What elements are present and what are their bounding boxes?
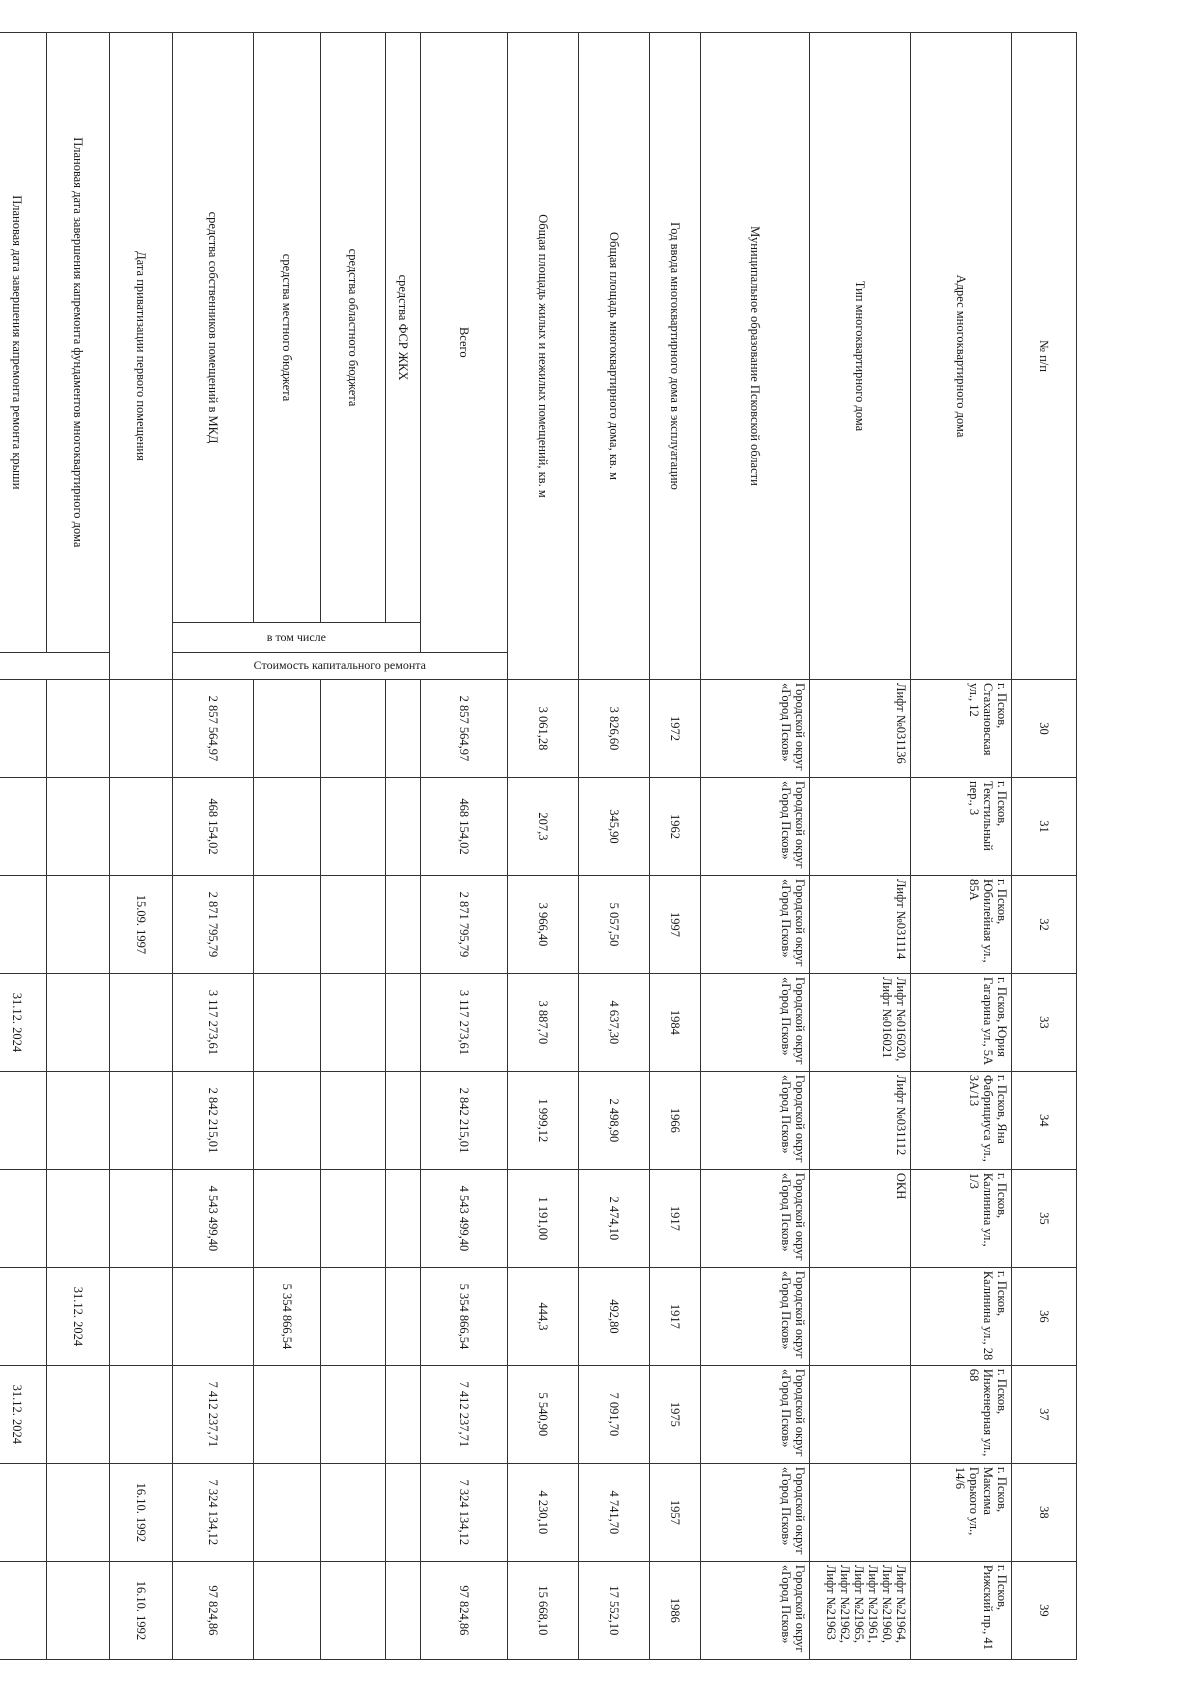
cell-address-37: г. Псков, Инженерная ул., 68 xyxy=(911,1365,1012,1463)
cell-fsr-36 xyxy=(386,1267,421,1365)
cell-total-33: 3 117 273,61 xyxy=(421,973,508,1071)
cell-total-37: 7 412 237,71 xyxy=(421,1365,508,1463)
row-municipality xyxy=(701,33,810,1660)
cell-privatization-34 xyxy=(110,1071,173,1169)
cell-area-premises-31: 207,3 xyxy=(508,777,579,875)
header-owners: средства собственников помещений в МКД xyxy=(173,33,254,623)
cell-local-35 xyxy=(254,1169,321,1267)
row-year xyxy=(650,33,701,1660)
cell-year-35: 1917 xyxy=(650,1169,701,1267)
cell-local-36: 5 354 866,54 xyxy=(254,1267,321,1365)
row-foundation xyxy=(47,33,110,1660)
cell-type-37 xyxy=(810,1365,911,1463)
cell-area-total-31: 345,90 xyxy=(579,777,650,875)
cell-type-38 xyxy=(810,1463,911,1561)
cell-fsr-35 xyxy=(386,1169,421,1267)
cell-local-34 xyxy=(254,1071,321,1169)
cell-total-35: 4 543 499,40 xyxy=(421,1169,508,1267)
cell-privatization-31 xyxy=(110,777,173,875)
cell-type-36 xyxy=(810,1267,911,1365)
row-local xyxy=(254,33,321,1660)
cell-num-36: 36 xyxy=(1012,1267,1077,1365)
cell-foundation-39 xyxy=(47,1561,110,1659)
row-roof xyxy=(0,33,47,1660)
header-area-total: Общая площадь многоквартирного дома, кв. м xyxy=(579,33,650,680)
cell-regional-33 xyxy=(321,973,386,1071)
cell-num-37: 37 xyxy=(1012,1365,1077,1463)
cell-owners-35: 4 543 499,40 xyxy=(173,1169,254,1267)
cell-year-36: 1917 xyxy=(650,1267,701,1365)
cell-address-35: г. Псков, Калинина ул., 1/3 xyxy=(911,1169,1012,1267)
cell-address-31: г. Псков, Текстильный пер., 3 xyxy=(911,777,1012,875)
cell-address-38: г. Псков, Максима Горького ул., 14/6 xyxy=(911,1463,1012,1561)
cell-foundation-31 xyxy=(47,777,110,875)
cell-total-30: 2 857 564,97 xyxy=(421,679,508,777)
cell-year-34: 1966 xyxy=(650,1071,701,1169)
header-type: Тип многоквартирного дома xyxy=(810,33,911,680)
cell-total-34: 2 842 215,01 xyxy=(421,1071,508,1169)
cell-area-premises-35: 1 191,00 xyxy=(508,1169,579,1267)
cell-roof-33: 31.12. 2024 xyxy=(0,973,47,1071)
cell-regional-38 xyxy=(321,1463,386,1561)
cell-municipality-36: Городской округ «Город Псков» xyxy=(701,1267,810,1365)
cell-num-35: 35 xyxy=(1012,1169,1077,1267)
cell-foundation-34 xyxy=(47,1071,110,1169)
row-privatization xyxy=(110,33,173,1660)
cell-roof-37: 31.12. 2024 xyxy=(0,1365,47,1463)
cell-num-31: 31 xyxy=(1012,777,1077,875)
cell-foundation-33 xyxy=(47,973,110,1071)
header-year: Год ввода многоквартирного дома в эксплуатацию xyxy=(650,33,701,680)
cell-fsr-30 xyxy=(386,679,421,777)
cell-owners-39: 97 824,86 xyxy=(173,1561,254,1659)
header-regional: средства областного бюджета xyxy=(321,33,386,623)
cell-local-39 xyxy=(254,1561,321,1659)
cell-area-premises-30: 3 061,28 xyxy=(508,679,579,777)
cell-fsr-39 xyxy=(386,1561,421,1659)
cell-owners-34: 2 842 215,01 xyxy=(173,1071,254,1169)
cell-area-premises-39: 15 668,10 xyxy=(508,1561,579,1659)
header-municipality: Муниципальное образование Псковской области xyxy=(701,33,810,680)
cell-municipality-39: Городской округ «Город Псков» xyxy=(701,1561,810,1659)
cell-type-35: ОКН xyxy=(810,1169,911,1267)
cell-total-38: 7 324 134,12 xyxy=(421,1463,508,1561)
cell-area-total-37: 7 091,70 xyxy=(579,1365,650,1463)
header-cost-group xyxy=(173,652,508,679)
cell-fsr-32 xyxy=(386,875,421,973)
cell-year-39: 1986 xyxy=(650,1561,701,1659)
cell-area-total-32: 5 057,50 xyxy=(579,875,650,973)
cell-year-38: 1957 xyxy=(650,1463,701,1561)
header-area-premises: Общая площадь жилых и нежилых помещений, кв. м xyxy=(508,33,579,680)
cell-fsr-34 xyxy=(386,1071,421,1169)
cell-num-33: 33 xyxy=(1012,973,1077,1071)
cell-regional-37 xyxy=(321,1365,386,1463)
cell-address-34: г. Псков, Яна Фабрициуса ул., 3А/13 xyxy=(911,1071,1012,1169)
header-foundation: Плановая дата завершения капремонта фундаментов многоквартирного дома xyxy=(47,33,110,653)
cell-owners-37: 7 412 237,71 xyxy=(173,1365,254,1463)
row-type xyxy=(810,33,911,1660)
cell-owners-33: 3 117 273,61 xyxy=(173,973,254,1071)
row-address xyxy=(911,33,1012,1660)
cell-regional-36 xyxy=(321,1267,386,1365)
cell-area-total-38: 4 741,70 xyxy=(579,1463,650,1561)
cell-type-39: Лифт №21964, Лифт №21960, Лифт №21961, Лифт №21965, Лифт №21962, Лифт №21963 xyxy=(810,1561,911,1659)
cell-area-total-36: 492,80 xyxy=(579,1267,650,1365)
cell-municipality-32: Городской округ «Город Псков» xyxy=(701,875,810,973)
cell-total-39: 97 824,86 xyxy=(421,1561,508,1659)
cell-regional-35 xyxy=(321,1169,386,1267)
cell-roof-35 xyxy=(0,1169,47,1267)
cell-roof-30 xyxy=(0,679,47,777)
cell-type-31 xyxy=(810,777,911,875)
cell-regional-30 xyxy=(321,679,386,777)
cell-privatization-36 xyxy=(110,1267,173,1365)
cell-area-premises-36: 444,3 xyxy=(508,1267,579,1365)
cell-roof-32 xyxy=(0,875,47,973)
header-roof: Плановая дата завершения капремонта ремонта крыши xyxy=(0,33,47,653)
cell-owners-30: 2 857 564,97 xyxy=(173,679,254,777)
cell-type-30: Лифт №031136 xyxy=(810,679,911,777)
cell-type-33: Лифт №016020, Лифт №016021 xyxy=(810,973,911,1071)
header-including xyxy=(173,623,421,653)
cell-local-31 xyxy=(254,777,321,875)
cell-address-36: г. Псков, Калинина ул., 28 xyxy=(911,1267,1012,1365)
cell-municipality-37: Городской округ «Город Псков» xyxy=(701,1365,810,1463)
cell-num-34: 34 xyxy=(1012,1071,1077,1169)
cell-municipality-30: Городской округ «Город Псков» xyxy=(701,679,810,777)
row-regional xyxy=(321,33,386,1660)
cell-regional-32 xyxy=(321,875,386,973)
header-address: Адрес многоквартирного дома xyxy=(911,33,1012,680)
row-area-premises xyxy=(508,33,579,1660)
cell-area-total-39: 17 552,10 xyxy=(579,1561,650,1659)
capital-repair-register-table xyxy=(0,32,1077,1660)
header-works-group xyxy=(0,652,110,679)
cell-owners-38: 7 324 134,12 xyxy=(173,1463,254,1561)
cell-area-premises-33: 3 887,70 xyxy=(508,973,579,1071)
row-num xyxy=(1012,33,1077,1660)
cell-local-33 xyxy=(254,973,321,1071)
rotated-page xyxy=(10,32,1077,1660)
cell-address-39: г. Псков, Рижский пр., 41 xyxy=(911,1561,1012,1659)
row-owners xyxy=(173,33,254,1660)
cell-total-32: 2 871 795,79 xyxy=(421,875,508,973)
cell-address-33: г. Псков, Юрия Гагарина ул., 5А xyxy=(911,973,1012,1071)
cell-roof-38 xyxy=(0,1463,47,1561)
cell-roof-31 xyxy=(0,777,47,875)
cell-area-premises-32: 3 966,40 xyxy=(508,875,579,973)
cell-num-38: 38 xyxy=(1012,1463,1077,1561)
cell-privatization-37 xyxy=(110,1365,173,1463)
header-including-label: в том числе xyxy=(266,629,327,644)
cell-privatization-39: 16.10. 1992 xyxy=(110,1561,173,1659)
cell-privatization-32: 15.09. 1997 xyxy=(110,875,173,973)
cell-type-32: Лифт №031114 xyxy=(810,875,911,973)
cell-year-33: 1984 xyxy=(650,973,701,1071)
cell-foundation-37 xyxy=(47,1365,110,1463)
cell-owners-31: 468 154,02 xyxy=(173,777,254,875)
cell-year-31: 1962 xyxy=(650,777,701,875)
cell-municipality-33: Городской округ «Город Псков» xyxy=(701,973,810,1071)
header-cost-group-label: Стоимость капитального ремонта xyxy=(253,658,427,673)
cell-year-37: 1975 xyxy=(650,1365,701,1463)
cell-address-32: г. Псков, Юбилейная ул., 85А xyxy=(911,875,1012,973)
cell-local-30 xyxy=(254,679,321,777)
cell-year-32: 1997 xyxy=(650,875,701,973)
header-privatization: Дата приватизации первого помещения xyxy=(110,33,173,680)
cell-roof-39 xyxy=(0,1561,47,1659)
cell-foundation-38 xyxy=(47,1463,110,1561)
cell-area-total-34: 2 498,90 xyxy=(579,1071,650,1169)
cell-owners-36 xyxy=(173,1267,254,1365)
cell-fsr-33 xyxy=(386,973,421,1071)
cell-foundation-36: 31.12. 2024 xyxy=(47,1267,110,1365)
cell-foundation-30 xyxy=(47,679,110,777)
row-area-total xyxy=(579,33,650,1660)
header-num: № п/п xyxy=(1012,33,1077,680)
cell-area-total-35: 2 474,10 xyxy=(579,1169,650,1267)
header-fsr: средства ФСР ЖКХ xyxy=(386,33,421,623)
cell-municipality-34: Городской округ «Город Псков» xyxy=(701,1071,810,1169)
cell-area-premises-37: 5 540,90 xyxy=(508,1365,579,1463)
cell-roof-34 xyxy=(0,1071,47,1169)
row-fsr xyxy=(386,33,421,1660)
cell-local-38 xyxy=(254,1463,321,1561)
cell-local-32 xyxy=(254,875,321,973)
cell-regional-34 xyxy=(321,1071,386,1169)
cell-total-36: 5 354 866,54 xyxy=(421,1267,508,1365)
cell-local-37 xyxy=(254,1365,321,1463)
cell-area-total-33: 4 637,30 xyxy=(579,973,650,1071)
cell-fsr-31 xyxy=(386,777,421,875)
cell-privatization-33 xyxy=(110,973,173,1071)
cell-privatization-30 xyxy=(110,679,173,777)
cell-regional-31 xyxy=(321,777,386,875)
cell-num-32: 32 xyxy=(1012,875,1077,973)
cell-area-total-30: 3 826,60 xyxy=(579,679,650,777)
cell-area-premises-34: 1 999,12 xyxy=(508,1071,579,1169)
cell-year-30: 1972 xyxy=(650,679,701,777)
cell-foundation-32 xyxy=(47,875,110,973)
row-total xyxy=(421,33,508,1660)
cell-address-30: г. Псков, Стахановская ул., 12 xyxy=(911,679,1012,777)
cell-num-39: 39 xyxy=(1012,1561,1077,1659)
cell-privatization-38: 16.10. 1992 xyxy=(110,1463,173,1561)
cell-total-31: 468 154,02 xyxy=(421,777,508,875)
cell-regional-39 xyxy=(321,1561,386,1659)
cell-owners-32: 2 871 795,79 xyxy=(173,875,254,973)
cell-municipality-38: Городской округ «Город Псков» xyxy=(701,1463,810,1561)
cell-fsr-38 xyxy=(386,1463,421,1561)
header-total: Всего xyxy=(421,33,508,653)
cell-roof-36 xyxy=(0,1267,47,1365)
cell-fsr-37 xyxy=(386,1365,421,1463)
cell-num-30: 30 xyxy=(1012,679,1077,777)
cell-area-premises-38: 4 230,10 xyxy=(508,1463,579,1561)
cell-foundation-35 xyxy=(47,1169,110,1267)
cell-type-34: Лифт №031112 xyxy=(810,1071,911,1169)
cell-privatization-35 xyxy=(110,1169,173,1267)
cell-municipality-31: Городской округ «Город Псков» xyxy=(701,777,810,875)
cell-municipality-35: Городской округ «Город Псков» xyxy=(701,1169,810,1267)
header-local: средства местного бюджета xyxy=(254,33,321,623)
